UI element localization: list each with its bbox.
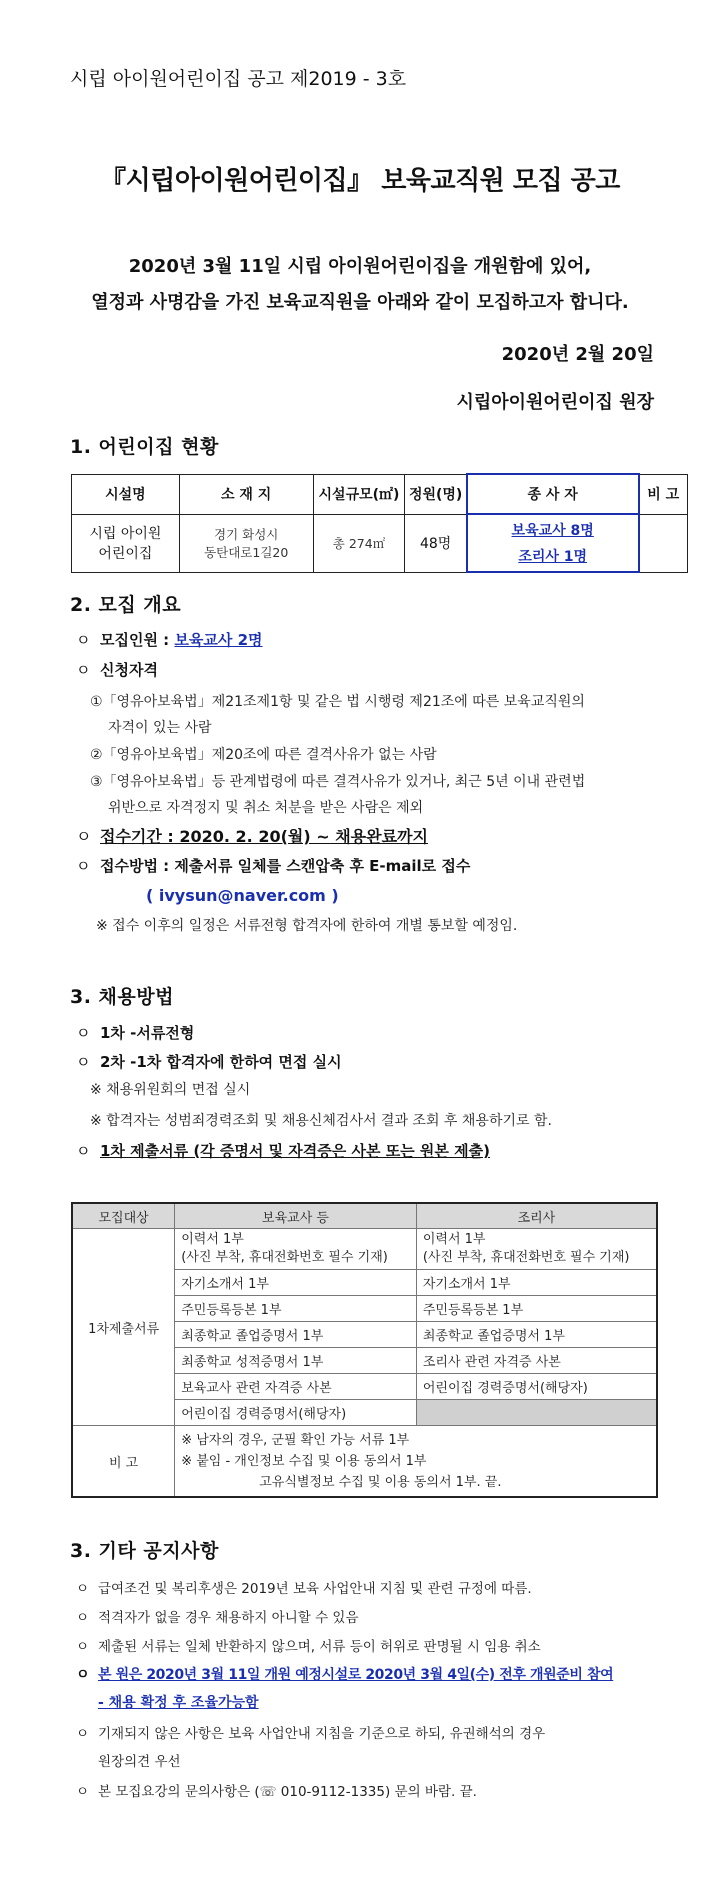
documents-table <box>71 1202 658 1498</box>
cell-capacity: 48명 <box>405 514 467 572</box>
method-note: ※ 접수 이후의 일정은 서류전형 합격자에 한하여 개별 통보할 예정임. <box>96 918 518 934</box>
section4-heading: 3. 기타 공지사항 <box>70 1540 219 1562</box>
col-address: 소 재 지 <box>179 474 313 514</box>
notice-item-4a: ㅇ 본 원은 2020년 3월 11일 개원 예정시설로 2020년 3월 4일(수) 전후 개원준비 참여 <box>76 1667 614 1683</box>
docs-cell: 최종학교 성적증명서 1부 <box>175 1348 417 1374</box>
notice-item-5a: ㅇ 기재되지 않은 사항은 보육 사업안내 지침을 기준으로 하되, 유권해석의 경우 <box>76 1726 546 1742</box>
cell-note <box>639 514 688 572</box>
docs-cell: 이력서 1부 (사진 부착, 휴대전화번호 필수 기재) <box>175 1229 417 1270</box>
cell-address <box>179 514 313 572</box>
qualification-3b: 위반으로 자격정지 및 취소 처분을 받은 사람은 제외 <box>108 800 424 816</box>
step-note-1: ※ 채용위원회의 면접 실시 <box>90 1082 251 1098</box>
docs-cell: 주민등록등본 1부 <box>175 1296 417 1322</box>
section2-heading: 2. 모집 개요 <box>70 594 182 616</box>
notice-item-6: ㅇ 본 모집요강의 문의사항은 (☏ 010-9112-1335) 문의 바람. 끝. <box>76 1784 477 1800</box>
notice-number: 시립 아이원어린이집 공고 제2019 - 3호 <box>70 68 407 90</box>
signature: 시립아이원어린이집 원장 <box>456 392 654 413</box>
docs-heading: ㅇ 1차 제출서류 (각 증명서 및 자격증은 사본 또는 원본 제출) <box>76 1142 490 1160</box>
cell-size: 총 274㎡ <box>313 514 405 572</box>
docs-cell: 최종학교 졸업증명서 1부 <box>175 1322 417 1348</box>
application-method: ㅇ 접수방법 : 제출서류 일체를 스캔압축 후 E-mail로 접수 <box>76 857 471 875</box>
notice-item-1: ㅇ 급여조건 및 복리후생은 2019년 보육 사업안내 지침 및 관련 규정에 따름. <box>76 1581 532 1597</box>
recruit-value: 보육교사 2명 <box>174 631 263 649</box>
address-line1: 경기 화성시 <box>214 527 279 542</box>
notice-item-5b: 원장의견 우선 <box>98 1754 181 1770</box>
notice-item-4b: - 채용 확정 후 조율가능함 <box>98 1695 259 1711</box>
recruit-count: ㅇ 모집인원 : 보육교사 2명 <box>76 631 263 649</box>
qualification-2: ②「영유아보육법」제20조에 따른 결격사유가 없는 사람 <box>90 747 437 763</box>
notice-item-3: ㅇ 제출된 서류는 일체 반환하지 않으며, 서류 등이 허위로 판명될 시 임용 취소 <box>76 1639 541 1655</box>
docs-cell: 조리사 관련 자격증 사본 <box>416 1348 657 1374</box>
step-note-2: ※ 합격자는 성범죄경력조회 및 채용신체검사서 결과 조회 후 채용하기로 함. <box>90 1113 552 1129</box>
intro-line-2: 열정과 사명감을 가진 보육교직원을 아래와 같이 모집하고자 합니다. <box>91 292 629 313</box>
application-period: ㅇ 접수기간 : 2020. 2. 20(월) ~ 채용완료까지 <box>76 827 428 846</box>
docs-cell: 최종학교 졸업증명서 1부 <box>416 1322 657 1348</box>
docs-cell: 어린이집 경력증명서(해당자) <box>175 1400 417 1426</box>
col-note: 비 고 <box>639 474 688 514</box>
page-title: 『시립아이원어린이집』 보육교직원 모집 공고 <box>100 166 620 196</box>
facility-table <box>71 473 688 573</box>
remark-label: 비 고 <box>72 1426 175 1498</box>
docs-col-cook: 조리사 <box>416 1203 657 1229</box>
section1-heading: 1. 어린이집 현황 <box>70 436 219 458</box>
docs-col-teacher: 보육교사 등 <box>175 1203 417 1229</box>
remark-2: ※ 붙임 - 개인정보 수집 및 이용 동의서 1부 <box>181 1453 427 1469</box>
staff-teachers: 보육교사 8명 <box>511 523 594 539</box>
notice-item-2: ㅇ 적격자가 없을 경우 채용하지 아니할 수 있음 <box>76 1610 359 1626</box>
col-facility-name: 시설명 <box>72 474 180 514</box>
remark-1: ※ 남자의 경우, 군필 확인 가능 서류 1부 <box>181 1432 410 1448</box>
docs-cell: 자기소개서 1부 <box>416 1270 657 1296</box>
docs-cell: 어린이집 경력증명서(해당자) <box>416 1374 657 1400</box>
cell-facility-name <box>72 514 180 572</box>
cell-staff <box>467 514 639 572</box>
docs-category: 1차제출서류 <box>72 1229 175 1426</box>
contact-email[interactable]: ( ivysun@naver.com ) <box>146 886 339 905</box>
docs-col-target: 모집대상 <box>72 1203 175 1229</box>
docs-cell-empty <box>416 1400 657 1426</box>
step-1: ㅇ 1차 -서류전형 <box>76 1024 195 1042</box>
qualification-label: ㅇ 신청자격 <box>76 661 158 679</box>
docs-cell: 이력서 1부 (사진 부착, 휴대전화번호 필수 기재) <box>416 1229 657 1270</box>
notice-date: 2020년 2월 20일 <box>501 344 654 365</box>
remark-cell <box>175 1426 657 1498</box>
col-staff: 종 사 자 <box>467 474 639 514</box>
staff-cook: 조리사 1명 <box>518 549 588 565</box>
section3-heading: 3. 채용방법 <box>70 986 174 1008</box>
qualification-1b: 자격이 있는 사람 <box>108 720 212 736</box>
qualification-1a: ①「영유아보육법」제21조제1항 및 같은 법 시행령 제21조에 따른 보육교직원의 <box>90 694 585 710</box>
step-2: ㅇ 2차 -1차 합격자에 한하여 면접 실시 <box>76 1053 342 1071</box>
docs-cell: 주민등록등본 1부 <box>416 1296 657 1322</box>
facility-name-line1: 시립 아이원 <box>89 526 162 542</box>
intro-line-1: 2020년 3월 11일 시립 아이원어린이집을 개원함에 있어, <box>128 256 592 277</box>
docs-cell: 보육교사 관련 자격증 사본 <box>175 1374 417 1400</box>
address-line2: 동탄대로1길20 <box>204 545 289 560</box>
docs-cell: 자기소개서 1부 <box>175 1270 417 1296</box>
qualification-3a: ③「영유아보육법」등 관계법령에 따른 결격사유가 있거나, 최근 5년 이내 관련법 <box>90 774 586 790</box>
remark-3: 고유식별정보 수집 및 이용 동의서 1부. 끝. <box>259 1474 502 1490</box>
col-capacity: 정원(명) <box>405 474 467 514</box>
col-size: 시설규모(㎡) <box>313 474 405 514</box>
facility-name-line2: 어린이집 <box>98 546 153 562</box>
